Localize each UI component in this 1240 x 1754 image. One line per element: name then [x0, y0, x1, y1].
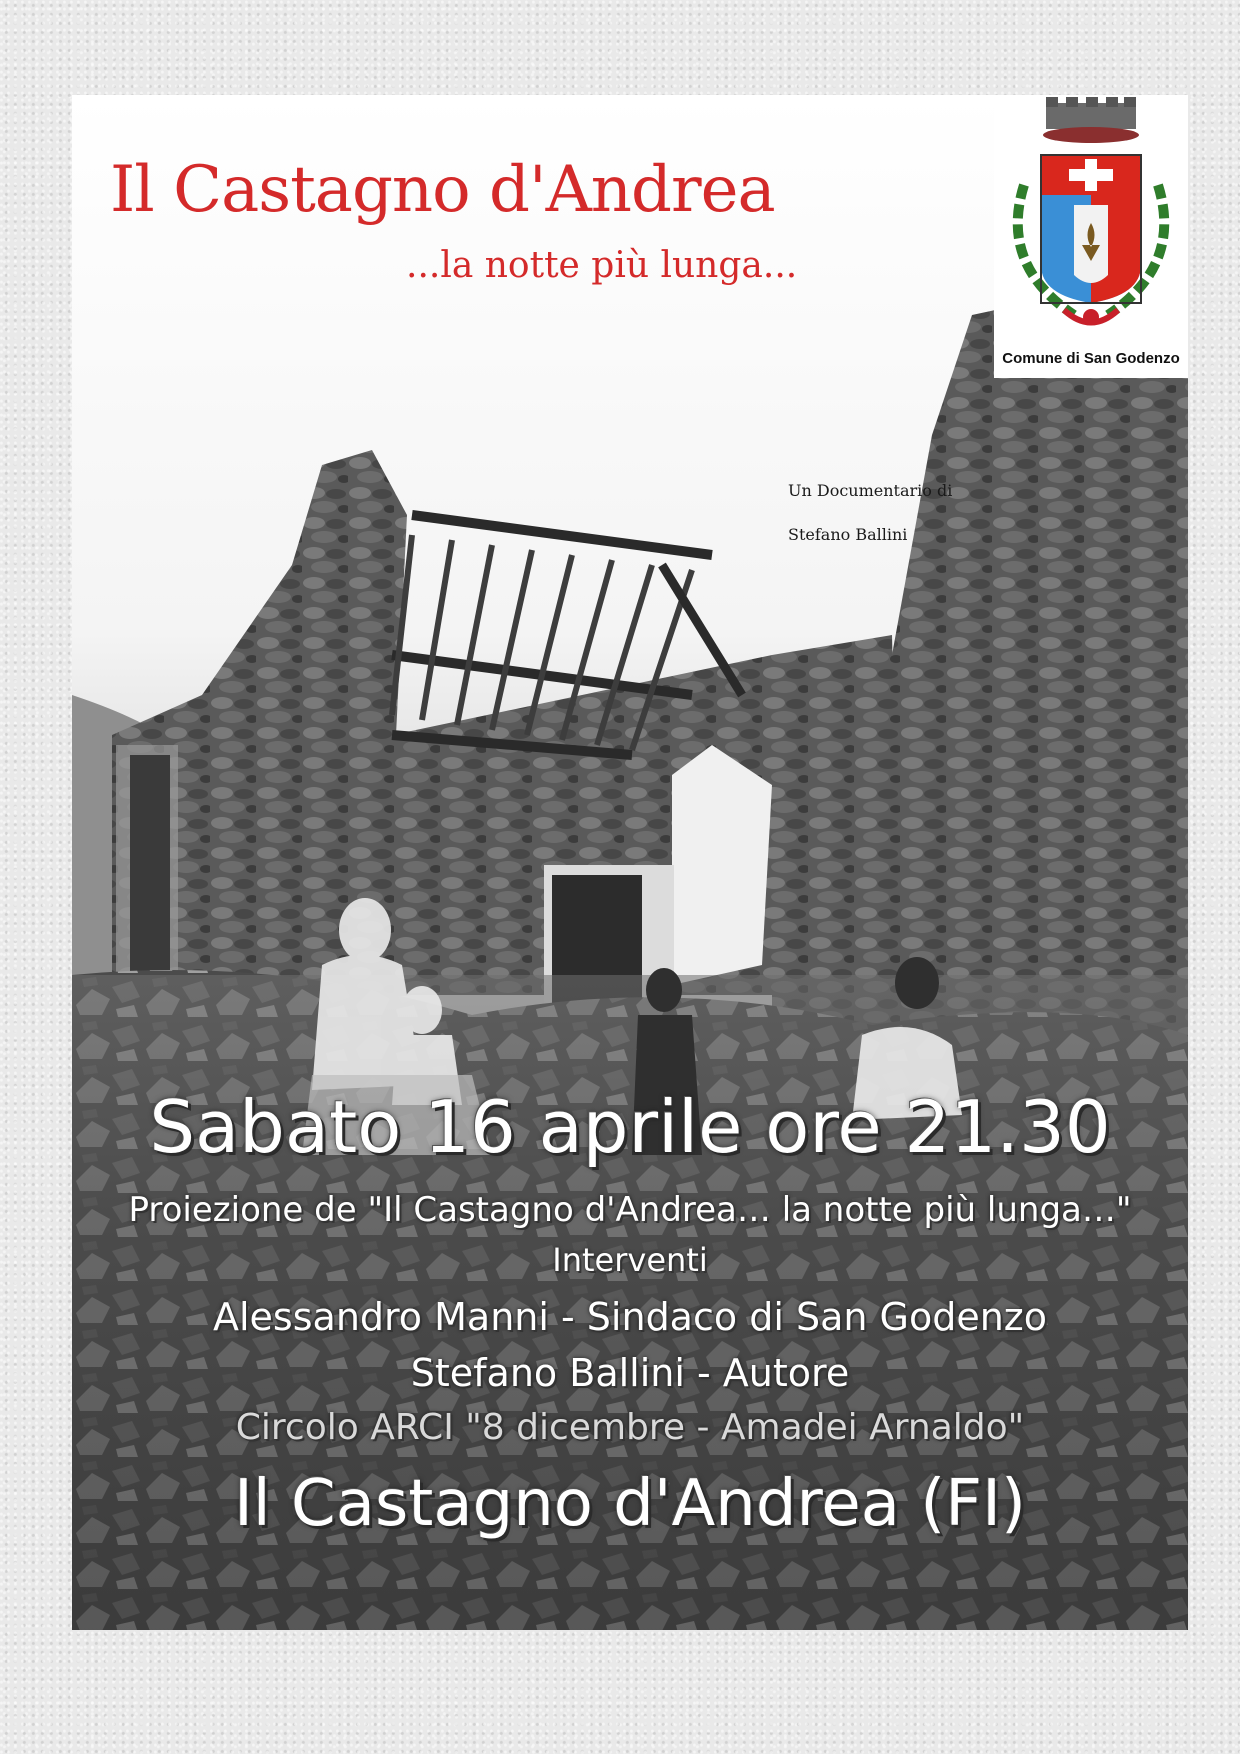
interventi-heading: Interventi	[552, 1241, 708, 1279]
municipal-emblem	[994, 95, 1188, 378]
poster-title: Il Castagno d'Andrea	[110, 153, 775, 227]
event-date-time: Sabato 16 aprile ore 21.30	[149, 1085, 1111, 1169]
event-location: Il Castagno d'Andrea (FI)	[234, 1467, 1026, 1541]
poster	[72, 95, 1188, 1630]
screening-line: Proiezione de "Il Castagno d'Andrea… la notte più lunga…"	[128, 1190, 1132, 1230]
speaker-line: Circolo ARCI "8 dicembre - Amadei Arnaldo"	[235, 1407, 1025, 1448]
poster-subtitle: ...la notte più lunga...	[406, 245, 798, 286]
speaker-line: Stefano Ballini - Autore	[410, 1351, 850, 1395]
emblem-label: Comune di San Godenzo	[1002, 350, 1180, 367]
coat-of-arms-icon	[994, 95, 1188, 345]
credit-line-1: Un Documentario di	[788, 481, 953, 500]
speaker-line: Alessandro Manni - Sindaco di San Godenzo	[213, 1295, 1047, 1339]
credit-line-2: Stefano Ballini	[788, 525, 908, 544]
